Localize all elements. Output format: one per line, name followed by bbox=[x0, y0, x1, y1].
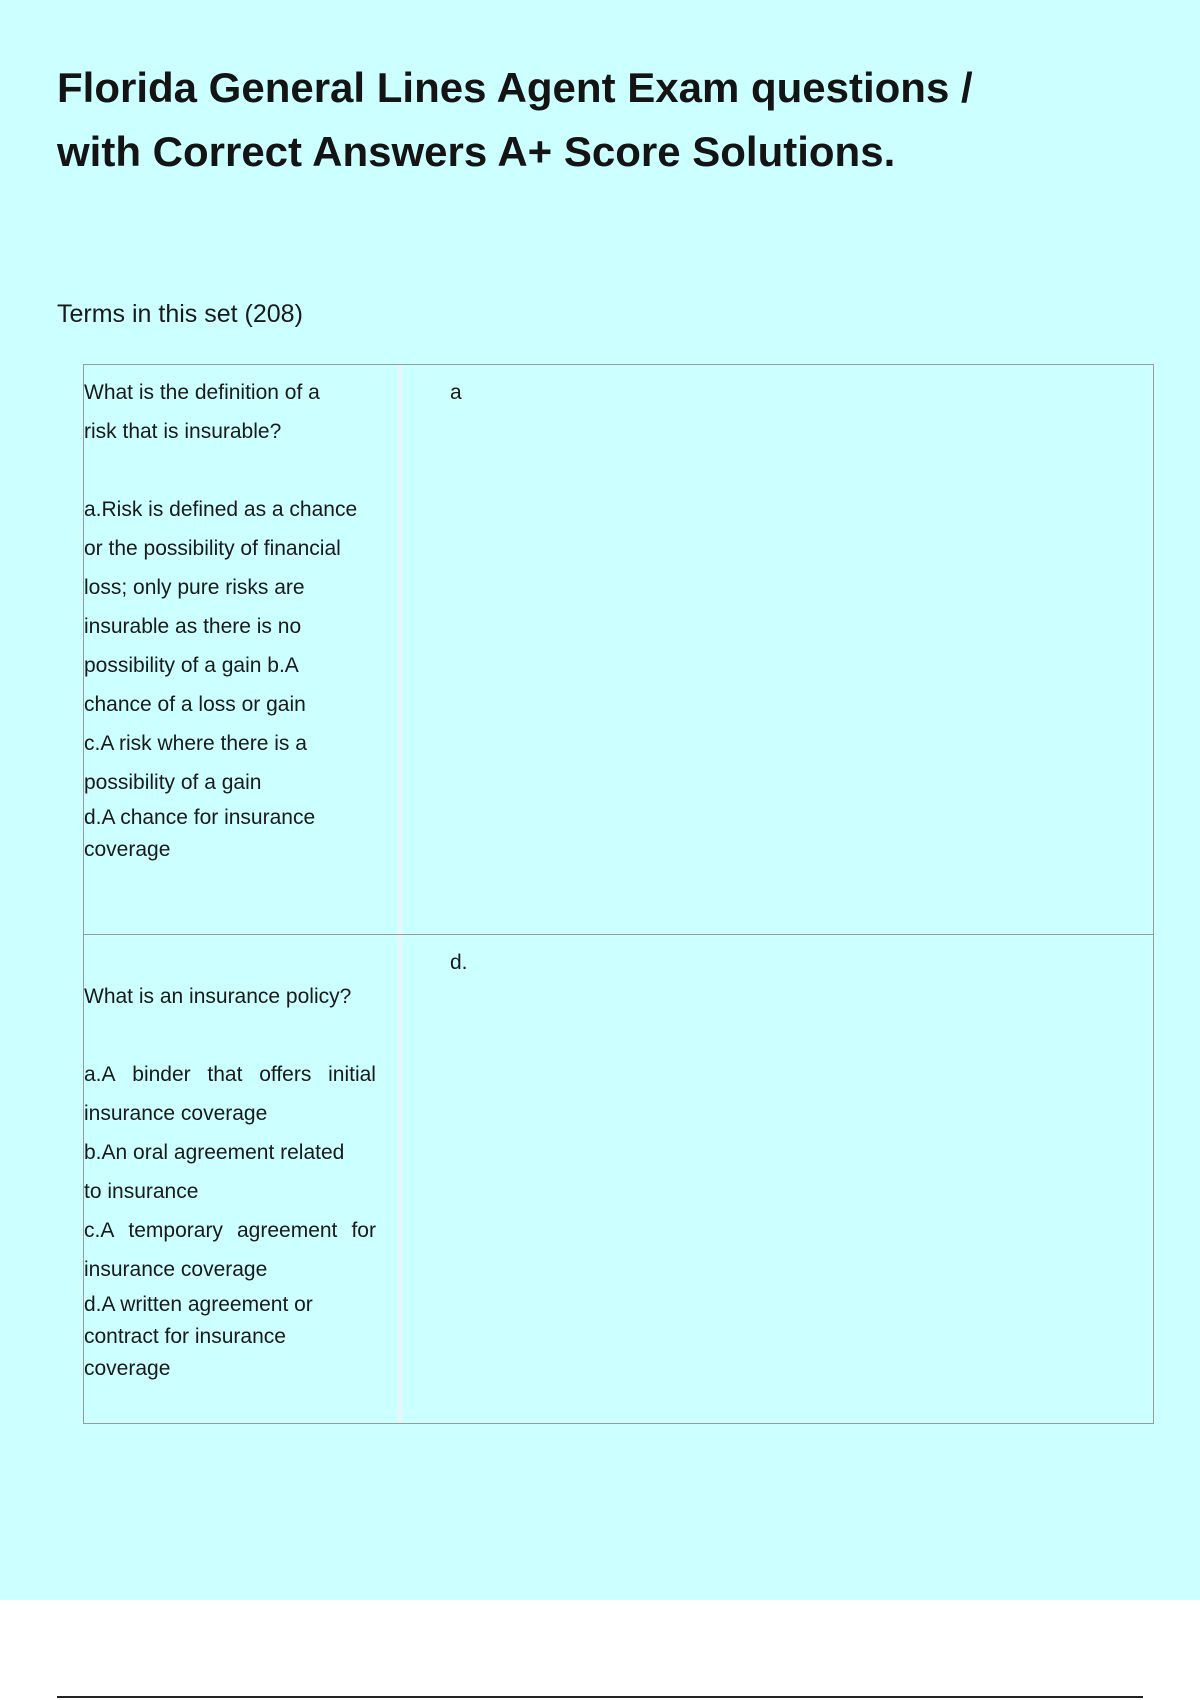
question-line: a.Risk is defined as a chance bbox=[84, 498, 358, 521]
question-spacer bbox=[84, 451, 398, 490]
question-line: c.A risk where there is a bbox=[84, 732, 307, 755]
title-line-2: with Correct Answers A+ Score Solutions. bbox=[57, 128, 896, 175]
question-line: d.A chance for insurance bbox=[84, 806, 316, 829]
question-line: risk that is insurable? bbox=[84, 420, 282, 443]
question-line bbox=[84, 1055, 376, 1094]
question-line: coverage bbox=[84, 838, 171, 861]
question-line: insurable as there is no bbox=[84, 615, 302, 638]
question-line: insurance coverage bbox=[84, 1258, 268, 1281]
question-line: contract for insurance bbox=[84, 1325, 286, 1348]
question-line: insurance coverage bbox=[84, 1102, 268, 1125]
question-line: What is an insurance policy? bbox=[84, 985, 352, 1008]
question-line: What is the definition of a bbox=[84, 381, 320, 404]
term-row bbox=[84, 935, 1153, 1423]
question-word: that bbox=[207, 1063, 243, 1086]
question-word: a.A bbox=[84, 1063, 116, 1086]
question-word: temporary bbox=[128, 1219, 223, 1242]
question-word: offers bbox=[259, 1063, 312, 1086]
title-line-1: Florida General Lines Agent Exam questions / bbox=[57, 64, 973, 111]
document-title bbox=[57, 56, 1057, 184]
question-word: c.A bbox=[84, 1219, 115, 1242]
term-row bbox=[84, 365, 1153, 935]
question-line: coverage bbox=[84, 1357, 171, 1380]
question-cell bbox=[84, 935, 402, 1423]
footer-rule bbox=[57, 1696, 1143, 1698]
question-word: binder bbox=[132, 1063, 191, 1086]
question-line: d.A written agreement or bbox=[84, 1293, 313, 1316]
question-word: for bbox=[351, 1219, 376, 1242]
answer-text: a bbox=[450, 381, 462, 404]
question-line: possibility of a gain b.A bbox=[84, 654, 299, 677]
question-cell bbox=[84, 365, 402, 934]
answer-text: d. bbox=[450, 951, 468, 974]
question-line: chance of a loss or gain bbox=[84, 693, 306, 716]
answer-cell bbox=[402, 365, 1153, 934]
question-word: agreement bbox=[237, 1219, 338, 1242]
question-spacer bbox=[84, 1016, 398, 1055]
question-line bbox=[84, 1211, 376, 1250]
question-line: to insurance bbox=[84, 1180, 199, 1203]
question-line: b.An oral agreement related bbox=[84, 1141, 345, 1164]
question-line: loss; only pure risks are bbox=[84, 576, 305, 599]
terms-table bbox=[83, 364, 1154, 1424]
question-line: or the possibility of financial bbox=[84, 537, 341, 560]
question-line: possibility of a gain bbox=[84, 771, 262, 794]
terms-count-label: Terms in this set (208) bbox=[57, 300, 303, 328]
question-word: initial bbox=[328, 1063, 376, 1086]
answer-cell bbox=[402, 935, 1153, 1423]
